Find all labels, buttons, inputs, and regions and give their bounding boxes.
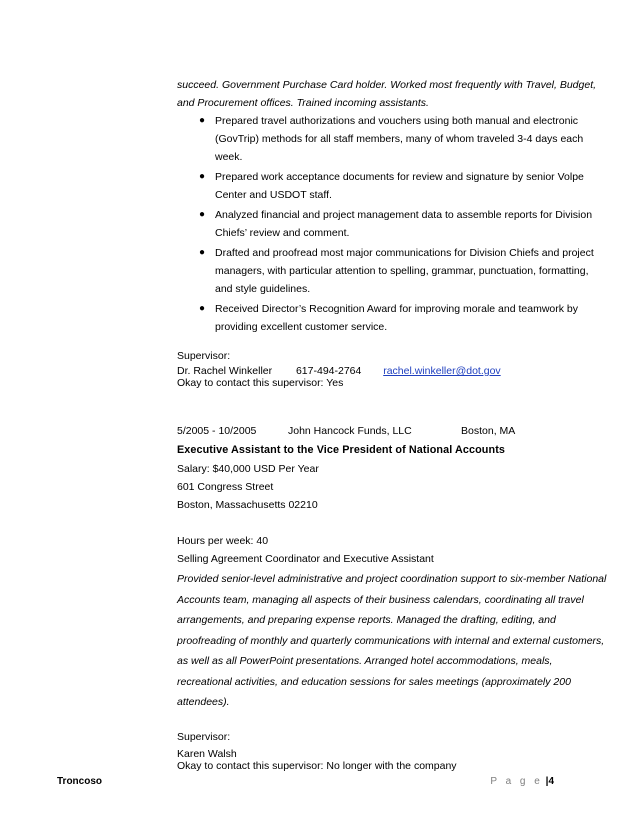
- job-title: Executive Assistant to the Vice President of National Accounts: [177, 444, 505, 456]
- list-item: [177, 168, 607, 204]
- job-location: Boston, MA: [461, 425, 516, 437]
- list-item: [177, 112, 607, 166]
- duties-list: [177, 112, 607, 336]
- bullet-text: Prepared work acceptance documents for review and signature by senior Volpe Center and USDOT staff.: [215, 171, 584, 201]
- page-num: 4: [548, 776, 554, 787]
- page-number: [490, 776, 554, 787]
- supervisor-phone: 617-494-2764: [295, 365, 362, 377]
- job-address-1: 601 Congress Street: [177, 481, 274, 493]
- job-employer: John Hancock Funds, LLC: [288, 425, 412, 437]
- job-header: [177, 422, 607, 440]
- job-salary: Salary: $40,000 USD Per Year: [177, 463, 319, 475]
- list-item: [177, 300, 607, 336]
- footer-name: Troncoso: [57, 776, 103, 787]
- supervisor-permission: Okay to contact this supervisor: Yes: [177, 377, 344, 389]
- job-hours: Hours per week: 40: [177, 535, 269, 547]
- supervisor-contact-row: [177, 365, 607, 377]
- list-item: [177, 206, 607, 242]
- intro-line-1: succeed. Government Purchase Card holder. Worked most frequently with Travel, Budget,: [177, 79, 597, 91]
- job-dates: 5/2005 - 10/2005: [177, 425, 257, 437]
- job-role: Selling Agreement Coordinator and Executive Assistant: [177, 553, 434, 565]
- bullet-icon: ●: [199, 303, 206, 314]
- intro-line-2: and Procurement offices. Trained incoming assistants.: [177, 97, 429, 109]
- list-item: [177, 244, 607, 298]
- job-address-2: Boston, Massachusetts 02210: [177, 499, 318, 511]
- supervisor-label: Supervisor:: [177, 350, 231, 362]
- page-separator: |: [545, 776, 549, 787]
- supervisor-label: Supervisor:: [177, 730, 231, 743]
- bullet-icon: ●: [199, 115, 206, 126]
- bullet-icon: ●: [199, 247, 206, 258]
- supervisor-name: Karen Walsh: [177, 747, 237, 760]
- bullet-text: Prepared travel authorizations and vouchers using both manual and electronic (GovTrip) methods for all staff members, many of whom traveled 3-4 days each week.: [215, 115, 584, 163]
- supervisor-permission: Okay to contact this supervisor: No longer with the company: [177, 759, 457, 772]
- bullet-icon: ●: [199, 171, 206, 182]
- supervisor-email-link[interactable]: rachel.winkeller@dot.gov: [383, 365, 501, 377]
- bullet-text: Received Director’s Recognition Award for improving morale and teamwork by providing excellent customer service.: [215, 303, 578, 333]
- page-content: [177, 76, 607, 772]
- bullet-text: Analyzed financial and project management data to assemble reports for Division Chiefs’ review and comment.: [215, 209, 593, 239]
- page-label: P a g e: [490, 776, 543, 787]
- job-description: Provided senior-level administrative and project coordination support to six-member National Accounts team, managing all aspects of their business calendars, coordinating all travel arrangements, and preparing expense reports. Managed the drafting, editing, and proofreading of monthly and quarterly communications with internal and external customers, as well as all PowerPoint presentations. Arranged hotel accommodations, meals, recreational activities, and education sessions for sales meetings (approximately 200 attendees).: [177, 573, 607, 708]
- supervisor-name: Dr. Rachel Winkeller: [177, 365, 273, 377]
- bullet-icon: ●: [199, 209, 206, 220]
- bullet-text: Drafted and proofread most major communications for Division Chiefs and project managers, with particular attention to spelling, grammar, punctuation, formatting, and style guidelines.: [215, 247, 594, 295]
